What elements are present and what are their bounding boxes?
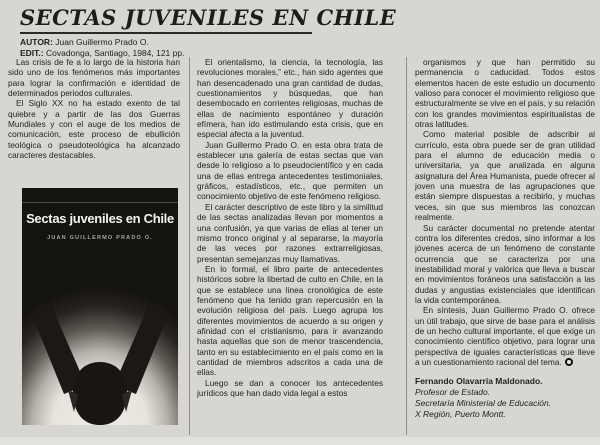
paragraph: El Siglo XX no ha estado exento de tal quiebre y a partir de las dos Guerras Mundiales y con el auge de los medios de comunicación, este proceso de ebullición teológica o pseudoteológica ha alcanzado caracteres destacables. [8,98,180,161]
paragraph: El carácter descriptivo de este libro y la similitud de las sectas analizadas llevan por momentos a una confusión, ya que varias de ellas al tener un mismo tronco original y al separarse, la mayoría de las veces por razones extrarreligiosas, presentan semejanzas muy llamativas. [197,201,383,264]
book-metadata [20,37,396,58]
title-underline [20,32,312,34]
column-1 [8,57,180,160]
author-line [20,37,396,48]
column-separator [406,57,407,435]
column-3 [415,57,595,420]
reviewer-institution: Secretaría Ministerial de Educación. [415,398,552,409]
cover-title: Sectas juveniles en Chile [26,211,174,226]
paragraph: Juan Guillermo Prado O. en esta obra trata de establecer una galería de estas sectas que van desde lo religioso a lo pseudocientífico y en cada una de ellas entrega antecedentes testimoniales, gráficos, estadísticos, etc., que permiten un conocimiento objetivo de este fenómeno religioso. [197,139,383,202]
signature-block [415,376,595,420]
paragraph [415,305,595,367]
paragraph: Su carácter documental no pretende atentar contra los diferentes credos, sino informar a los jóvenes acerca de un fenómeno de constante ocurrencia que se caracteriza por una inestabilidad moral y valórica que lleva a buscar en movimientos foráneos una satisfacción a las dudas y angustias existenciales que identifican la vida contemporánea. [415,222,595,305]
paragraph: Luego se dan a conocer los antecedentes jurídicos que han dado vida legal a estos [197,377,383,398]
cover-author: JUAN GUILLERMO PRADO O. [47,235,153,241]
reviewer-name: Fernando Olavarría Maldonado. [415,376,543,387]
paragraph: organismos y que han permitido su permanencia o caducidad. Todos estos elementos hacen de este estudio un documento valioso para conocer el movimiento religioso que estructuralmente se vive en el país, y su relación con los grandes movimientos espiritualistas de otras latitudes. [415,57,595,130]
paragraph: El orientalismo, la ciencia, la tecnología, las revoluciones morales,” etc., han sido agentes que han desencadenado una gran cantidad de dudas, cuestionamientos y búsquedas, que han desembocado en corrientes religiosas, muchas de ellas de nacimiento espontáneo y duración efímera, han ido estimulando esta crisis, que en especial afecta a la juventud. [197,57,383,140]
paragraph: En lo formal, el libro parte de antecedentes históricos sobre la libertad de culto en Chile, en la que se establece una línea cronológica de este fenómeno que ha tenido gran repercusión en la evolución religiosa del país. Luego agrupa los diferentes movimientos de acuerdo a su origen y afinidad con el cristianismo, para ir avanzando hasta aquellas que son de menor trascendencia, tanto en su establecimiento en el país como en la cantidad de miembros adscritos a cada una de ellas. [197,263,383,378]
article-header [20,5,396,58]
author-value: Juan Guillermo Prado O. [52,37,149,47]
end-of-article-icon [565,358,573,366]
column-separator [189,57,190,435]
article-title: SECTAS JUVENILES EN CHILE [20,5,397,30]
cover-divider-line [22,202,178,203]
book-cover-image [22,188,178,425]
column-2 [197,57,383,398]
reviewer-title: Profesor de Estado. [415,387,491,398]
edit-value: Covadonga, Santiago, 1984, 121 pp. [43,47,185,58]
edit-label: EDIT.: [20,47,44,58]
author-label: AUTOR: [20,37,53,47]
paragraph: Como material posible de adscribir al currículo, esta obra puede ser de gran utilidad para el alumno de educación media o universitaria, ya que analizada en alguna asignatura del Área Humanista, puede ofrecer al joven una muestra de las agrupaciones que están siempre dispuestas a recibirlo, y muchas veces, sin que sus miembros las conozcan realmente. [415,129,595,223]
silhouette-figure-icon [22,290,178,425]
paragraph-text: En síntesis, Juan Guillermo Prado O. ofrece un útil trabajo, que sirve de base para el análisis de un hecho cultural importante, el que exige un conocimiento científico objetivo, para lograr una perspectiva de iguales características que lleve a un cuestionamiento racional del tema. [415,305,595,367]
reviewer-location: X Región, Puerto Montt. [415,409,506,420]
paragraph: Las crisis de fe a lo largo de la historia han sido uno de los fenómenos más importantes para lograr la confirmación e identidad de determinados periodos culturales. [8,57,180,99]
